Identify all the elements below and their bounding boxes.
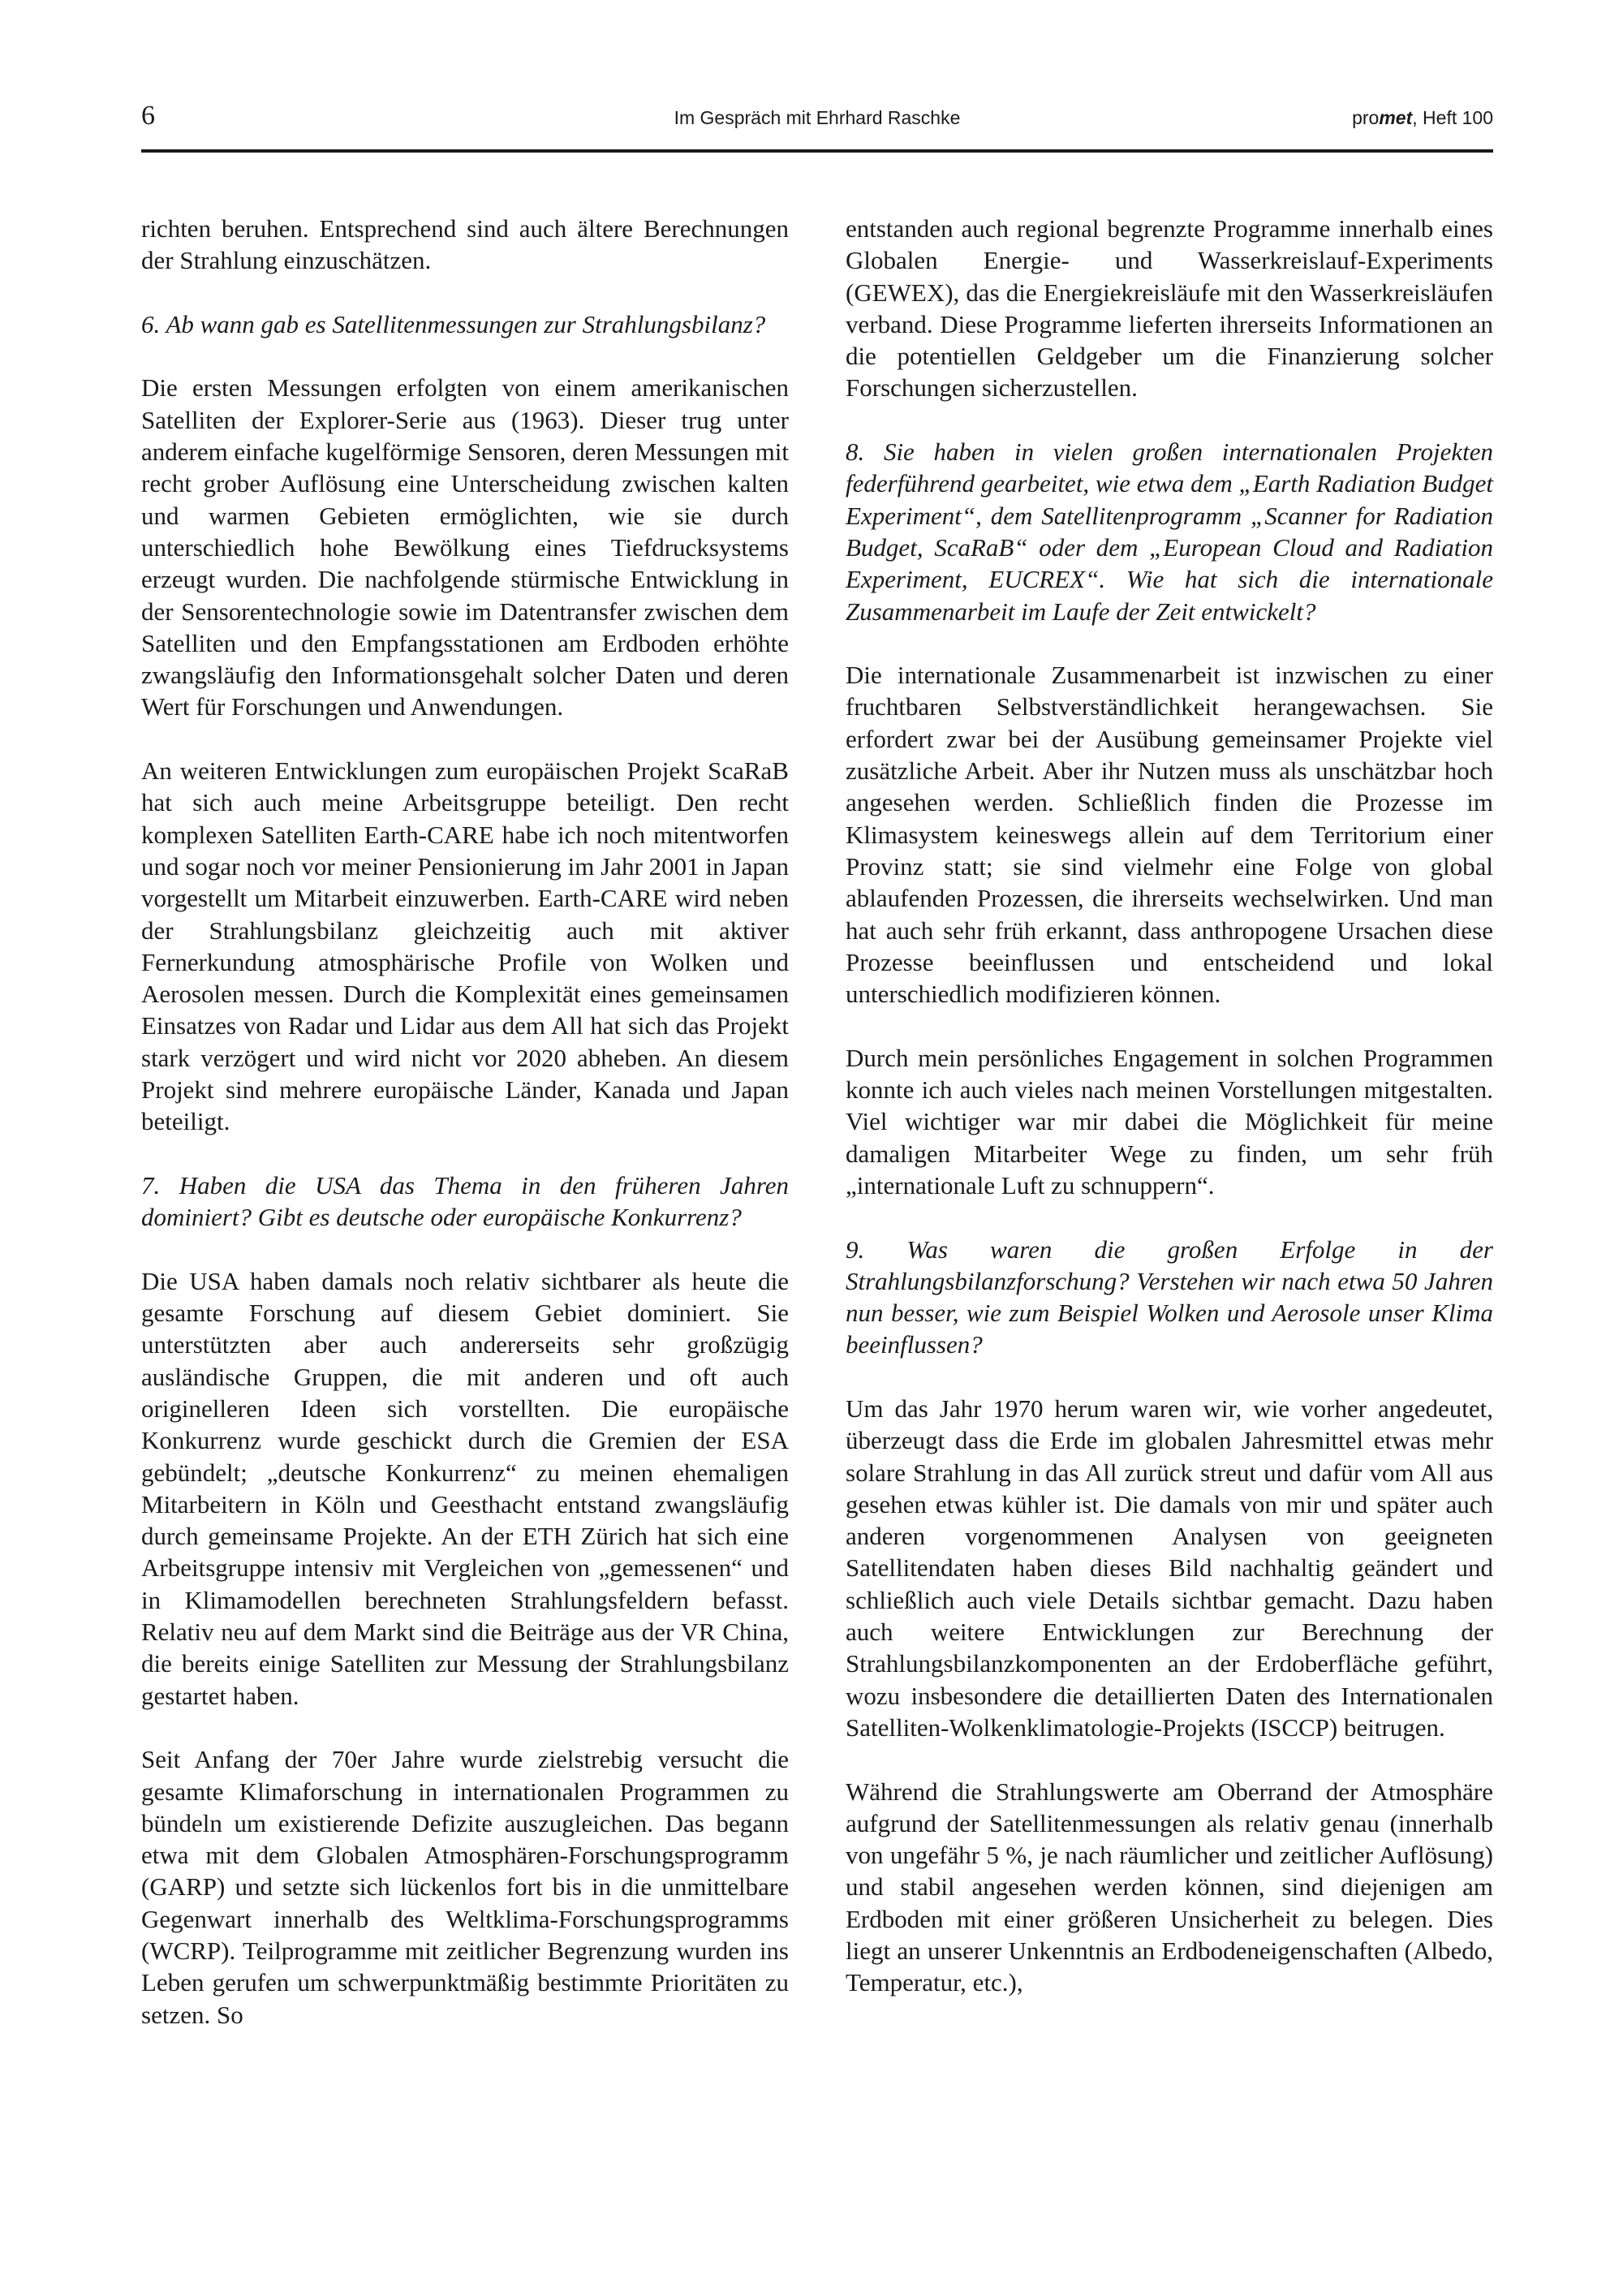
interview-question: 7. Haben die USA das Thema in den früheren Jahren dominiert? Gibt es deutsche oder europäische Konkurrenz? [141, 1170, 789, 1232]
interview-answer: An weiteren Entwicklungen zum europäischen Projekt ScaRaB hat sich auch meine Arbeitsgruppe beteiligt. Den recht komplexen Satelliten Earth-CARE habe ich noch mitentworfen und sogar noch vor meiner Pensionierung im Jahr 2001 in Japan vorgestellt um Mitarbeit einzuwerben. Earth-CARE wird neben der Strahlungsbilanz gleichzeitig auch mit aktiver Fernerkundung atmosphärische Profile von Wolken und Aerosolen messen. Durch die Komplexität eines gemeinsamen Einsatzes von Radar und Lidar aus dem All hat sich das Projekt stark verzögert und wird nicht vor 2020 abheben. An diesem Projekt sind mehrere europäische Länder, Kanada und Japan beteiligt. [141, 756, 789, 1136]
journal-issue [1352, 107, 1493, 129]
right-column [846, 213, 1493, 2031]
interview-answer: Durch mein persönliches Engagement in solchen Programmen konnte ich auch vieles nach meinen Vorstellungen mitgestalten. Viel wichtiger war mir dabei die Möglichkeit für meine damaligen Mitarbeiter Wege zu finden, um sehr früh „internationale Luft zu schnuppern“. [846, 1043, 1493, 1200]
interview-question: 6. Ab wann gab es Satellitenmessungen zur Strahlungsbilanz? [141, 309, 766, 338]
interview-answer: richten beruhen. Entsprechend sind auch ältere Berechnungen der Strahlung einzuschätzen. [141, 214, 789, 275]
interview-answer: Um das Jahr 1970 herum waren wir, wie vorher angedeutet, überzeugt dass die Erde im globalen Jahresmittel etwas mehr solare Strahlung in das All zurück streut und dafür vom All aus gesehen etwas kühler ist. Die damals von mir und später auch anderen vorgenommenen Analysen von geeigneten Satellitendaten haben dieses Bild nachhaltig geändert und schließlich auch viele Details sichtbar gemacht. Dazu haben auch weitere Entwicklungen zur Berechnung der Strahlungsbilanzkomponenten an der Erdoberfläche geführt, wozu insbesondere die detaillierten Daten des Internationalen Satelliten-Wolkenklimatologie-Projekts (ISCCP) beitrugen. [846, 1394, 1493, 1742]
interview-answer: Die internationale Zusammenarbeit ist inzwischen zu einer fruchtbaren Selbstverständlichkeit herangewachsen. Sie erfordert zwar bei der Ausübung gemeinsamer Projekte viel zusätzliche Arbeit. Aber ihr Nutzen muss als unschätzbar hoch angesehen werden. Schließlich finden die Prozesse im Klimasystem keineswegs allein auf dem Territorium einer Provinz statt; sie sind vielmehr eine Folge von global ablaufenden Prozessen, die ihrerseits wechselwirken. Und man hat auch sehr früh erkannt, dass anthropogene Ursachen diese Prozesse beeinflussen und entscheidend und lokal unterschiedlich modifizieren können. [846, 661, 1493, 1009]
page-header [141, 101, 1493, 153]
interview-answer: entstanden auch regional begrenzte Programme innerhalb eines Globalen Energie- und Wasserkreislauf-Experiments (GEWEX), das die Energiekreisläufe mit den Wasserkreisläufen verband. Diese Programme lieferten ihrerseits Informationen an die potentiellen Geldgeber um die Finanzierung solcher Forschungen sicherzustellen. [846, 214, 1493, 403]
interview-answer: Die USA haben damals noch relativ sichtbarer als heute die gesamte Forschung auf diesem Gebiet dominiert. Sie unterstützten aber auch andererseits sehr großzügig ausländische Gruppen, die mit anderen und oft auch originelleren Ideen sich vorstellten. Die europäische Konkurrenz wurde geschickt durch die Gremien der ESA gebündelt; „deutsche Konkurrenz“ zu meinen ehemaligen Mitarbeitern in Köln und Geesthacht entstand zwangsläufig durch gemeinsame Projekte. An der ETH Zürich hat sich eine Arbeitsgruppe intensiv mit Vergleichen von „gemessenen“ und in Klimamodellen berechneten Strahlungsfeldern befasst. Relativ neu auf dem Markt sind die Beiträge aus der VR China, die bereits einige Satelliten zur Messung der Strahlungsbilanz gestartet haben. [141, 1266, 789, 1710]
interview-answer: Während die Strahlungswerte am Oberrand der Atmosphäre aufgrund der Satellitenmessungen als relativ genau (innerhalb von ungefähr 5 %, je nach räumlicher und zeitlicher Auflösung) und stabil angesehen werden können, sind diejenigen am Erdboden mit einer größeren Unsicherheit zu belegen. Dies liegt an unserer Unkenntnis an Erdbodeneigenschaften (Albedo, Temperatur, etc.), [846, 1777, 1493, 1997]
journal-prefix: pro [1352, 107, 1380, 128]
interview-answer: Seit Anfang der 70er Jahre wurde zielstrebig versucht die gesamte Klimaforschung in internationalen Programmen zu bündeln um existierende Defizite auszugleichen. Das begann etwa mit dem Globalen Atmosphären-Forschungsprogramm (GARP) und setzte sich lückenlos fort bis in die unmittelbare Gegenwart innerhalb des Weltklima-Forschungsprogramms (WCRP). Teilprogramme mit zeitlicher Begrenzung wurden ins Leben gerufen um schwerpunktmäßig bestimmte Prioritäten zu setzen. So [141, 1745, 789, 2029]
interview-answer: Die ersten Messungen erfolgten von einem amerikanischen Satelliten der Explorer-Serie aus (1963). Dieser trug unter anderem einfache kugelförmige Sensoren, deren Messungen mit recht grober Auflösung eine Unterscheidung zwischen kalten und warmen Gebieten ermöglichten, wie sie durch unterschiedlich hohe Bewölkung eines Tiefdrucksystems erzeugt wurden. Die nachfolgende stürmische Entwicklung in der Sensorentechnologie sowie im Datentransfer zwischen dem Satelliten und den Empfangsstationen am Erdboden erhöhte zwangsläufig den Informationsgehalt solcher Daten und deren Wert für Forschungen und Anwendungen. [141, 373, 789, 722]
interview-question: 9. Was waren die großen Erfolge in der Strahlungsbilanzforschung? Verstehen wir nach etwa 50 Jahren nun besser, wie zum Beispiel Wolken und Aerosole unser Klima beeinflussen? [846, 1234, 1493, 1359]
interview-question: 8. Sie haben in vielen großen internationalen Projekten federführend gearbeitet, wie etwa dem „Earth Radiation Budget Experiment“, dem Satellitenprogramm „Scanner for Radiation Budget, ScaRaB“ oder dem „European Cloud and Radiation Experiment, EUCREX“. Wie hat sich die internationale Zusammenarbeit im Laufe der Zeit entwickelt? [846, 437, 1493, 626]
journal-issue-number: , Heft 100 [1412, 107, 1493, 128]
page-number: 6 [141, 101, 155, 131]
left-column [141, 213, 789, 2062]
journal-emph: met [1379, 107, 1413, 128]
running-title: Im Gespräch mit Ehrhard Raschke [674, 107, 961, 128]
